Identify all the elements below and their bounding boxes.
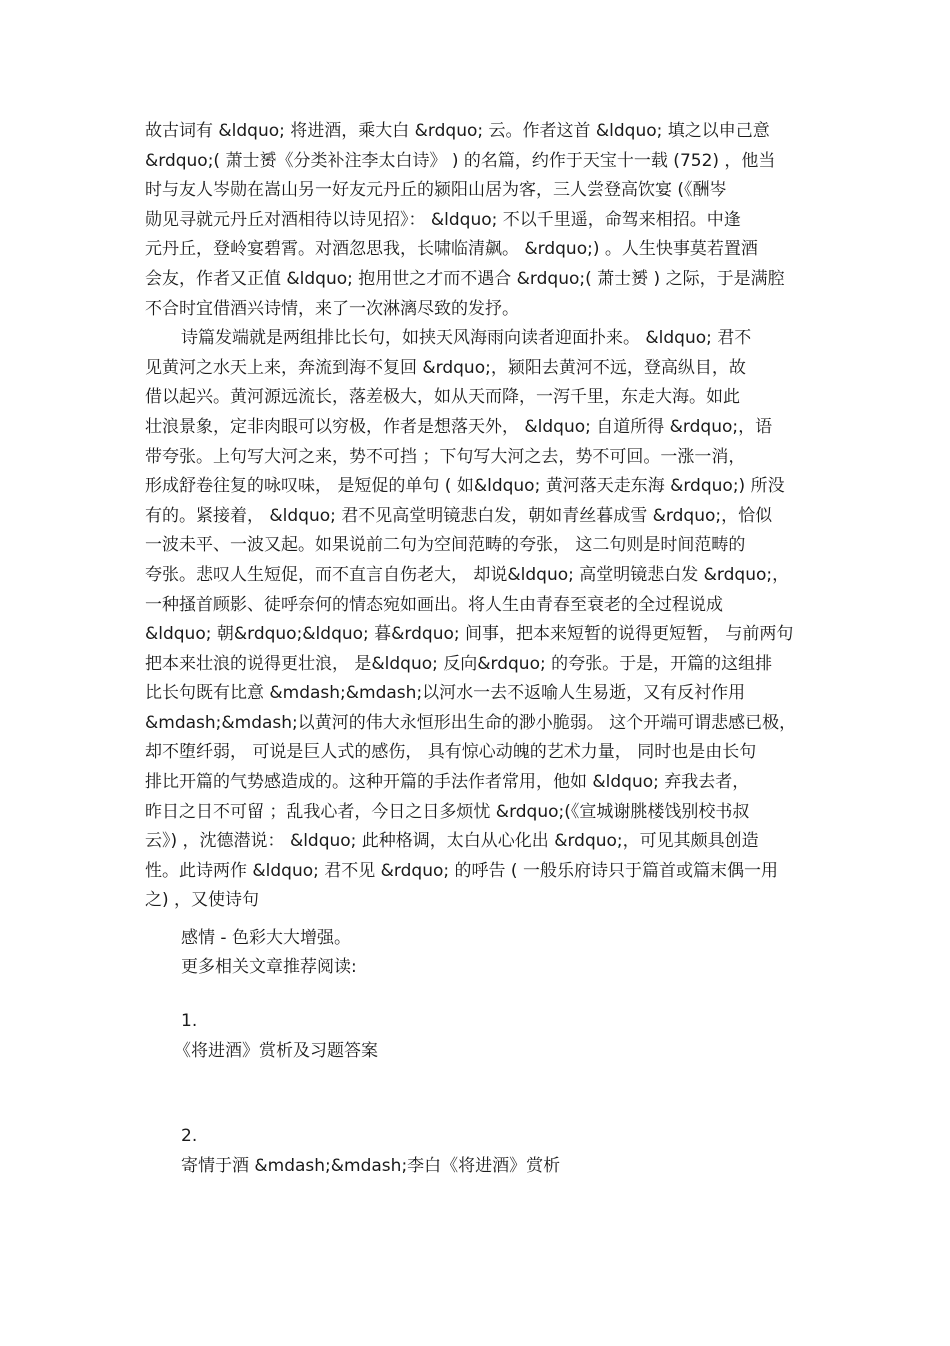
- article-line: 时与友人岑勋在嵩山另一好友元丹丘的颍阳山居为客，三人尝登高饮宴 (《酬岑: [145, 180, 727, 201]
- article-line: 诗篇发端就是两组排比长句，如挟天风海雨向读者迎面扑来。 &ldquo; 君不: [181, 328, 752, 349]
- article-body: [145, 117, 810, 916]
- article-line: 形成舒卷往复的咏叹味， 是短促的单句 ( 如&ldquo; 黄河落天走东海 &rdquo;) 所没: [145, 476, 785, 497]
- related-item-2-number: 2.: [181, 1126, 198, 1146]
- article-line: 元丹丘，登岭宴碧霄。对酒忽思我，长啸临清飙。 &rdquo;) 。人生快事莫若置酒: [145, 239, 758, 260]
- article-line: 故古词有 &ldquo; 将进酒，乘大白 &rdquo; 云。作者这首 &ldquo; 填之以申己意: [145, 121, 770, 141]
- article-line: 一种搔首顾影、徒呼奈何的情态宛如画出。将人生由青春至衰老的全过程说成: [145, 594, 723, 615]
- related-item-1-link[interactable]: 《将进酒》赏析及习题答案: [174, 1041, 378, 1061]
- article-line: 却不堕纤弱， 可说是巨人式的感伤， 具有惊心动魄的艺术力量， 同时也是由长句: [145, 742, 757, 763]
- article-line: 昨日之日不可留 ；乱我心者，今日之日多烦忧 &rdquo;(《宣城谢朓楼饯别校书叔: [145, 801, 750, 822]
- article-line: &rdquo;( 萧士赟《分类补注李太白诗》 ) 的名篇，约作于天宝十一载 (752) ，他当: [145, 150, 776, 171]
- article-line: &ldquo; 朝&rdquo;&ldquo; 暮&rdquo; 间事，把本来短暂的说得更短暂， 与前两句: [145, 624, 794, 645]
- article-line: 会友，作者又正值 &ldquo; 抱用世之才而不遇合 &rdquo;( 萧士赟 ) 之际，于是满腔: [145, 268, 785, 289]
- article-line: 不合时宜借酒兴诗情，来了一次淋漓尽致的发抒。: [145, 298, 519, 319]
- article-line: 壮浪景象，定非肉眼可以穷极，作者是想落天外， &ldquo; 自道所得 &rdquo;，语: [145, 416, 773, 437]
- article-line: 一波未平、一波又起。如果说前二句为空间范畴的夸张， 这二句则是时间范畴的: [145, 535, 746, 556]
- article-line: 夸张。悲叹人生短促，而不直言自伤老大， 却说&ldquo; 高堂明镜悲白发 &rdquo;，: [145, 564, 790, 585]
- article-closing: 感情 - 色彩大大增强。: [181, 928, 351, 948]
- article-line: 云》) ，沈德潜说： &ldquo; 此种格调，太白从心化出 &rdquo;，可见其颇具创造: [145, 831, 759, 852]
- article-line: 带夸张。上句写大河之来，势不可挡 ；下句写大河之去，势不可回。一涨一消，: [145, 446, 746, 467]
- article-line: 见黄河之水天上来，奔流到海不复回 &rdquo;，颍阳去黄河不远，登高纵目，故: [145, 357, 746, 378]
- article-line: &mdash;&mdash;以黄河的伟大永恒形出生命的渺小脆弱。 这个开端可谓悲感已极，: [145, 712, 797, 733]
- article-line: 把本来壮浪的说得更壮浪， 是&ldquo; 反向&rdquo; 的夸张。于是，开篇的这组排: [145, 653, 773, 674]
- related-heading: 更多相关文章推荐阅读:: [181, 957, 357, 977]
- article-line: 排比开篇的气势感造成的。这种开篇的手法作者常用，他如 &ldquo; 弃我去者，: [145, 772, 750, 793]
- article-line: 勋见寻就元丹丘对酒相待以诗见招》： &ldquo; 不以千里遥，命驾来相招。中逢: [145, 209, 741, 230]
- related-item-2-link[interactable]: 寄情于酒 &mdash;&mdash;李白《将进酒》赏析: [181, 1156, 561, 1176]
- article-line: 性。此诗两作 &ldquo; 君不见 &rdquo; 的呼告 ( 一般乐府诗只于篇首或篇末偶一用: [145, 860, 778, 881]
- article-line: 有的。紧接着， &ldquo; 君不见高堂明镜悲白发，朝如青丝暮成雪 &rdquo;，恰似: [145, 505, 773, 526]
- article-line: 借以起兴。黄河源远流长，落差极大，如从天而降，一泻千里，东走大海。如此: [145, 387, 740, 408]
- article-line: 比长句既有比意 &mdash;&mdash;以河水一去不返喻人生易逝，又有反衬作用: [145, 683, 746, 704]
- related-item-1-number: 1.: [181, 1011, 198, 1031]
- article-line: 之) ，又使诗句: [145, 890, 260, 911]
